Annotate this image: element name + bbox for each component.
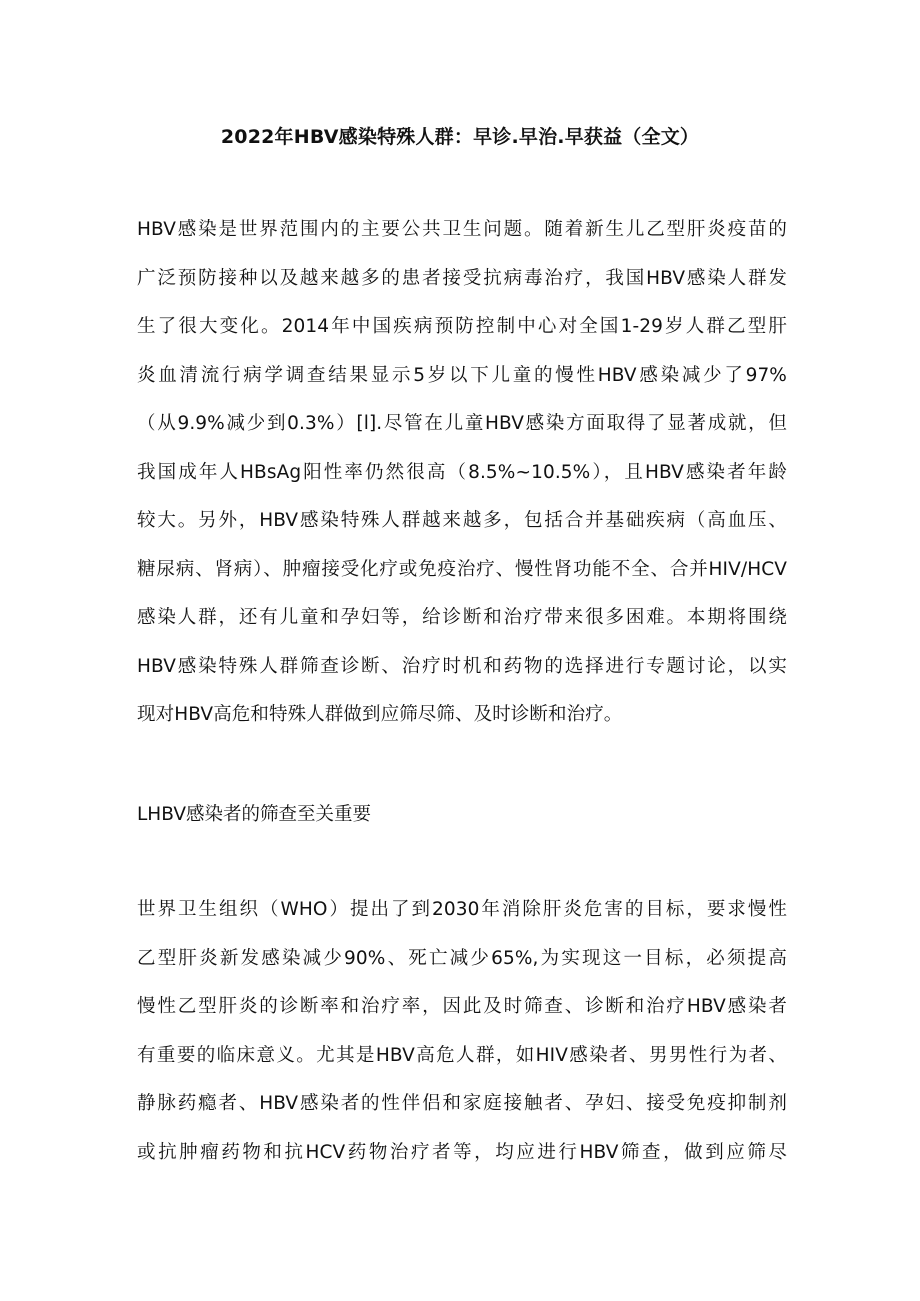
paragraph-line: 乙型肝炎新发感染减少90%、死亡减少65%,为实现这一目标，必须提高: [137, 947, 787, 969]
intro-paragraph: [137, 206, 787, 740]
paragraph-line: 有重要的临床意义。尤其是HBV高危人群，如HIV感染者、男男性行为者、: [137, 1044, 787, 1066]
paragraph-line: 世界卫生组织（WHO）提出了到2030年消除肝炎危害的目标，要求慢性: [137, 899, 787, 920]
paragraph-line: HBV感染特殊人群筛查诊断、治疗时机和药物的选择进行专题讨论，以实: [137, 655, 787, 677]
paragraph-line: 较大。另外，HBV感染特殊人群越来越多，包括合并基础疾病（高血压、: [137, 510, 787, 531]
paragraph-line: 我国成年人HBsAg阳性率仍然很高（8.5%~10.5%），且HBV感染者年龄: [137, 461, 787, 483]
paragraph-line: 广泛预防接种以及越来越多的患者接受抗病毒治疗，我国HBV感染人群发: [137, 267, 787, 289]
paragraph-line: 现对HBV高危和特殊人群做到应筛尽筛、及时诊断和治疗。: [137, 704, 623, 725]
section-heading: LHBV感染者的筛查至关重要: [137, 804, 371, 825]
paragraph-line: 静脉药瘾者、HBV感染者的性伴侣和家庭接触者、孕妇、接受免疫抑制剂: [137, 1093, 787, 1114]
paragraph-line: （从9.9%减少到0.3%）[l].尽管在儿童HBV感染方面取得了显著成就，但: [137, 413, 787, 434]
paragraph-line: 或抗肿瘤药物和抗HCV药物治疗者等，均应进行HBV筛查，做到应筛尽: [137, 1141, 787, 1163]
paragraph-line: 炎血清流行病学调查结果显示5岁以下儿童的慢性HBV感染减少了97%: [137, 364, 787, 386]
screening-paragraph: [137, 886, 787, 1177]
paragraph-line: 慢性乙型肝炎的诊断率和治疗率，因此及时筛查、诊断和治疗HBV感染者: [137, 996, 787, 1017]
paragraph-line: 生了很大变化。2014年中国疾病预防控制中心对全国1-29岁人群乙型肝: [137, 316, 787, 337]
paragraph-line: 糖尿病、肾病）、肿瘤接受化疗或免疫治疗、慢性肾功能不全、合并HIV/HCV: [137, 558, 787, 580]
paragraph-line: 感染人群，还有儿童和孕妇等，给诊断和治疗带来很多困难。本期将围绕: [137, 607, 787, 628]
paragraph-line: HBV感染是世界范围内的主要公共卫生问题。随着新生儿乙型肝炎疫苗的: [137, 219, 787, 240]
document-title: 2022年HBV感染特殊人群：早诊.早治.早获益（全文）: [220, 126, 700, 148]
